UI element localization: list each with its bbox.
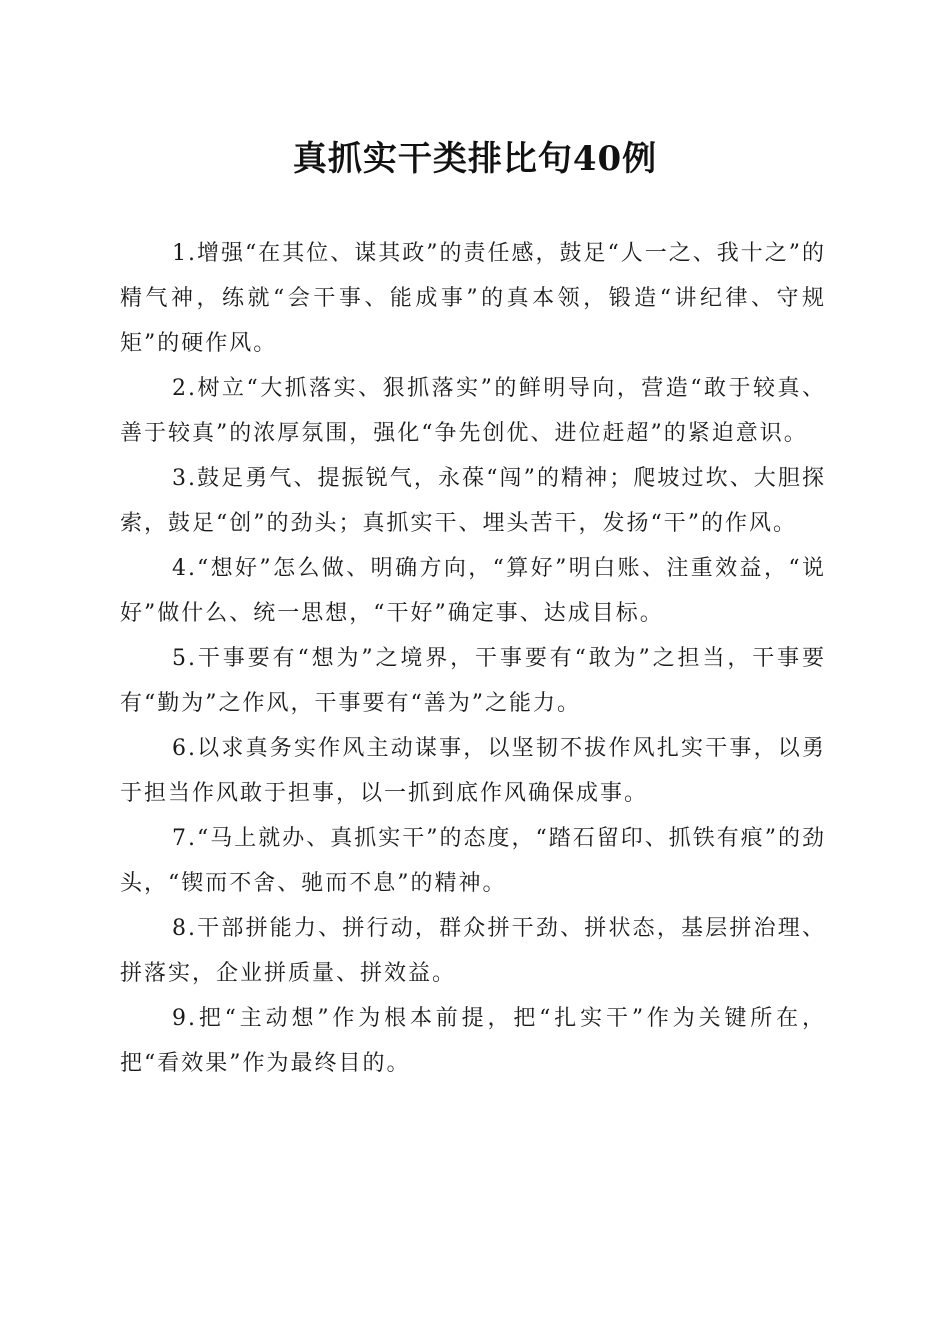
paragraph-7: 7.“马上就办、真抓实干”的态度，“踏石留印、抓铁有痕”的劲头，“锲而不舍、驰而不息”的精神。 xyxy=(120,826,826,896)
paragraph-9: 9.把“主动想”作为根本前提，把“扎实干”作为关键所在，把“看效果”作为最终目的。 xyxy=(120,1006,826,1076)
paragraph-4: 4.“想好”怎么做、明确方向，“算好”明白账、注重效益，“说好”做什么、统一思想，“干好”确定事、达成目标。 xyxy=(120,556,826,626)
document-title: 真抓实干类排比句40例 xyxy=(292,139,658,179)
paragraph-3: 3.鼓足勇气、提振锐气，永葆“闯”的精神；爬坡过坎、大胆探索，鼓足“创”的劲头；真抓实干、埋头苦干，发扬“干”的作风。 xyxy=(120,466,826,536)
paragraph-6: 6.以求真务实作风主动谋事，以坚韧不拔作风扎实干事，以勇于担当作风敢于担事，以一抓到底作风确保成事。 xyxy=(120,736,826,806)
paragraph-8: 8.干部拼能力、拼行动，群众拼干劲、拼状态，基层拼治理、拼落实，企业拼质量、拼效益。 xyxy=(120,916,826,986)
document-body xyxy=(120,231,826,1086)
paragraph-5: 5.干事要有“想为”之境界，干事要有“敢为”之担当，干事要有“勤为”之作风，干事要有“善为”之能力。 xyxy=(120,646,826,716)
paragraph-2: 2.树立“大抓落实、狠抓落实”的鲜明导向，营造“敢于较真、善于较真”的浓厚氛围，强化“争先创优、进位赶超”的紧迫意识。 xyxy=(120,376,826,446)
paragraph-1: 1.增强“在其位、谋其政”的责任感，鼓足“人一之、我十之”的精气神，练就“会干事、能成事”的真本领，锻造“讲纪律、守规矩”的硬作风。 xyxy=(120,241,826,356)
